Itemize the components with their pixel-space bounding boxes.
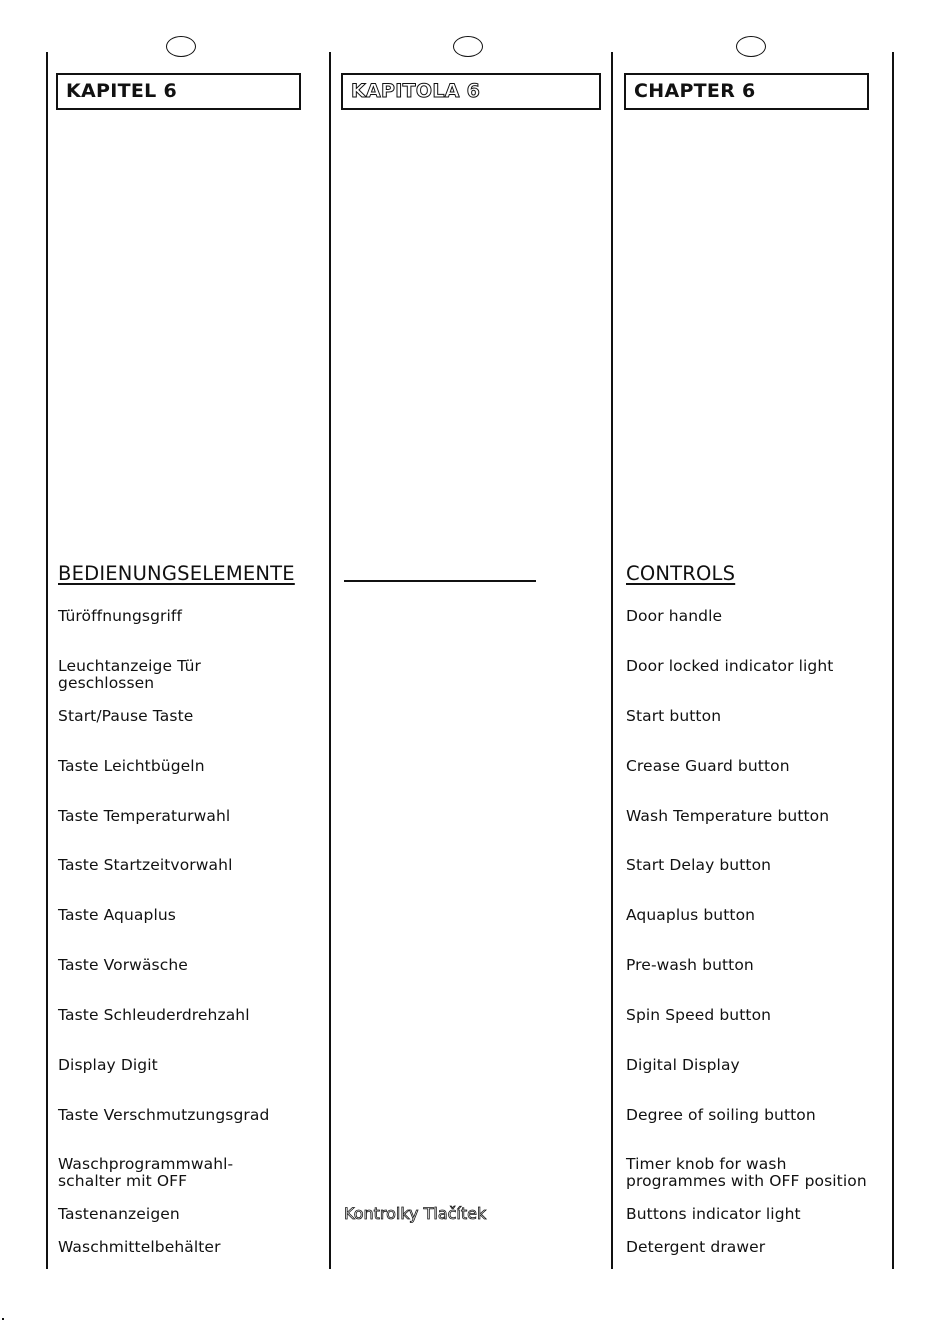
language-circle-en [736,36,766,57]
controls-item-en: Detergent drawer [626,1238,766,1256]
controls-item-en: Crease Guard button [626,757,790,775]
controls-item-en: Timer knob for wash programmes with OFF position [626,1155,867,1190]
column-divider-middle-left [329,52,331,1269]
controls-item-en: Pre-wash button [626,956,754,974]
chapter-title-en: CHAPTER 6 [624,73,869,110]
column-divider-left [46,52,48,1269]
language-circle-de [166,36,196,57]
column-divider-right [892,52,894,1269]
controls-item-de: Leuchtanzeige Tür geschlossen [58,657,201,692]
section-heading-cz-underline [344,580,536,582]
controls-item-de: Taste Aquaplus [58,906,176,924]
controls-item-de: Start/Pause Taste [58,707,194,725]
controls-item-de: Taste Temperaturwahl [58,807,231,825]
corner-mark [2,1318,4,1320]
controls-item-de: Waschmittelbehälter [58,1238,221,1256]
controls-item-en: Buttons indicator light [626,1205,801,1223]
controls-item-en: Degree of soiling button [626,1106,816,1124]
controls-item-en: Spin Speed button [626,1006,772,1024]
chapter-title-cz: KAPITOLA 6 [341,73,601,110]
controls-item-de: Taste Vorwäsche [58,956,188,974]
controls-item-cz-buttons-indicator: Kontrolky Tlačítek [344,1204,487,1223]
language-circle-cz [453,36,483,57]
controls-item-de: Display Digit [58,1056,158,1074]
controls-item-de: Tastenanzeigen [58,1205,180,1223]
section-heading-en: CONTROLS [626,562,736,585]
controls-item-de: Waschprogrammwahl- schalter mit OFF [58,1155,234,1190]
controls-item-de: Taste Verschmutzungsgrad [58,1106,270,1124]
controls-item-de: Taste Startzeitvorwahl [58,856,233,874]
controls-item-de: Türöffnungsgriff [58,607,183,625]
controls-item-de: Taste Leichtbügeln [58,757,205,775]
controls-item-en: Start button [626,707,722,725]
section-heading-de: BEDIENUNGSELEMENTE [58,562,295,585]
controls-item-en: Wash Temperature button [626,807,830,825]
controls-item-en: Start Delay button [626,856,772,874]
controls-item-de: Taste Schleuderdrehzahl [58,1006,250,1024]
chapter-title-de: KAPITEL 6 [56,73,301,110]
controls-item-en: Digital Display [626,1056,740,1074]
column-divider-middle-right [611,52,613,1269]
controls-item-en: Door locked indicator light [626,657,834,675]
controls-item-en: Door handle [626,607,723,625]
controls-item-en: Aquaplus button [626,906,756,924]
